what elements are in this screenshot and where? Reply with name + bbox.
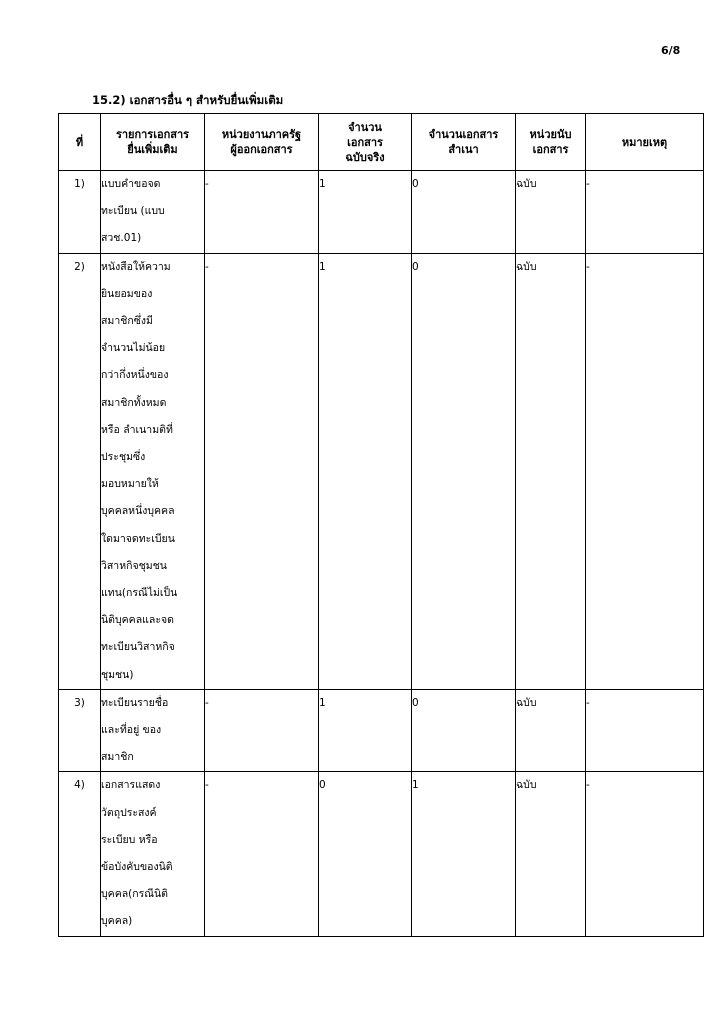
row-note: - <box>586 772 704 936</box>
row-copy-count: 1 <box>412 772 516 936</box>
row-unit: ฉบับ <box>516 772 586 936</box>
row-original-count: 1 <box>319 253 412 689</box>
row-agency: - <box>205 772 319 936</box>
row-copy-count: 0 <box>412 689 516 772</box>
row-agency: - <box>205 253 319 689</box>
header-no: ที่ <box>59 114 101 171</box>
row-copy-count: 0 <box>412 171 516 254</box>
row-copy-count: 0 <box>412 253 516 689</box>
header-agency: หน่วยงานภาครัฐ ผู้ออกเอกสาร <box>205 114 319 171</box>
row-item: เอกสารแสดง วัตถุประสงค์ ระเบียบ หรือ ข้อบังคับของนิติ บุคคล(กรณีนิติ บุคคล) <box>101 772 205 936</box>
table-header-row <box>59 114 704 171</box>
row-original-count: 1 <box>319 171 412 254</box>
header-copies: จำนวนเอกสาร สำเนา <box>412 114 516 171</box>
header-note: หมายเหตุ <box>586 114 704 171</box>
row-agency: - <box>205 171 319 254</box>
row-note: - <box>586 253 704 689</box>
row-agency: - <box>205 689 319 772</box>
documents-table <box>58 113 704 937</box>
row-original-count: 0 <box>319 772 412 936</box>
page-number: 6/8 <box>661 44 681 57</box>
table-row <box>59 689 704 772</box>
row-unit: ฉบับ <box>516 171 586 254</box>
row-number: 1) <box>59 171 101 254</box>
row-item: แบบคำขอจด ทะเบียน (แบบ สวช.01) <box>101 171 205 254</box>
row-number: 2) <box>59 253 101 689</box>
row-original-count: 1 <box>319 689 412 772</box>
header-item: รายการเอกสาร ยื่นเพิ่มเติม <box>101 114 205 171</box>
row-unit: ฉบับ <box>516 253 586 689</box>
section-title: 15.2) เอกสารอื่น ๆ สำหรับยื่นเพิ่มเติม <box>92 93 284 107</box>
row-number: 4) <box>59 772 101 936</box>
table-row <box>59 253 704 689</box>
header-original: จำนวน เอกสาร ฉบับจริง <box>319 114 412 171</box>
row-note: - <box>586 689 704 772</box>
row-unit: ฉบับ <box>516 689 586 772</box>
row-number: 3) <box>59 689 101 772</box>
row-item: ทะเบียนรายชื่อ และที่อยู่ ของ สมาชิก <box>101 689 205 772</box>
table-row <box>59 171 704 254</box>
row-item: หนังสือให้ความ ยินยอมของ สมาชิกซึ่งมี จำนวนไม่น้อย กว่ากึ่งหนึ่งของ สมาชิกทั้งหมด หรือ ลำเนามติที่ ประชุมซึ่ง มอบหมายให้ บุคคลหนึ่งบุคคล ใดมาจดทะเบียน วิสาหกิจชุมชน แทน(กรณีไม่เป็น นิติบุคคลและจด ทะเบียนวิสาหกิจ ชุมชน) <box>101 253 205 689</box>
table-row <box>59 772 704 936</box>
row-note: - <box>586 171 704 254</box>
header-unit: หน่วยนับ เอกสาร <box>516 114 586 171</box>
